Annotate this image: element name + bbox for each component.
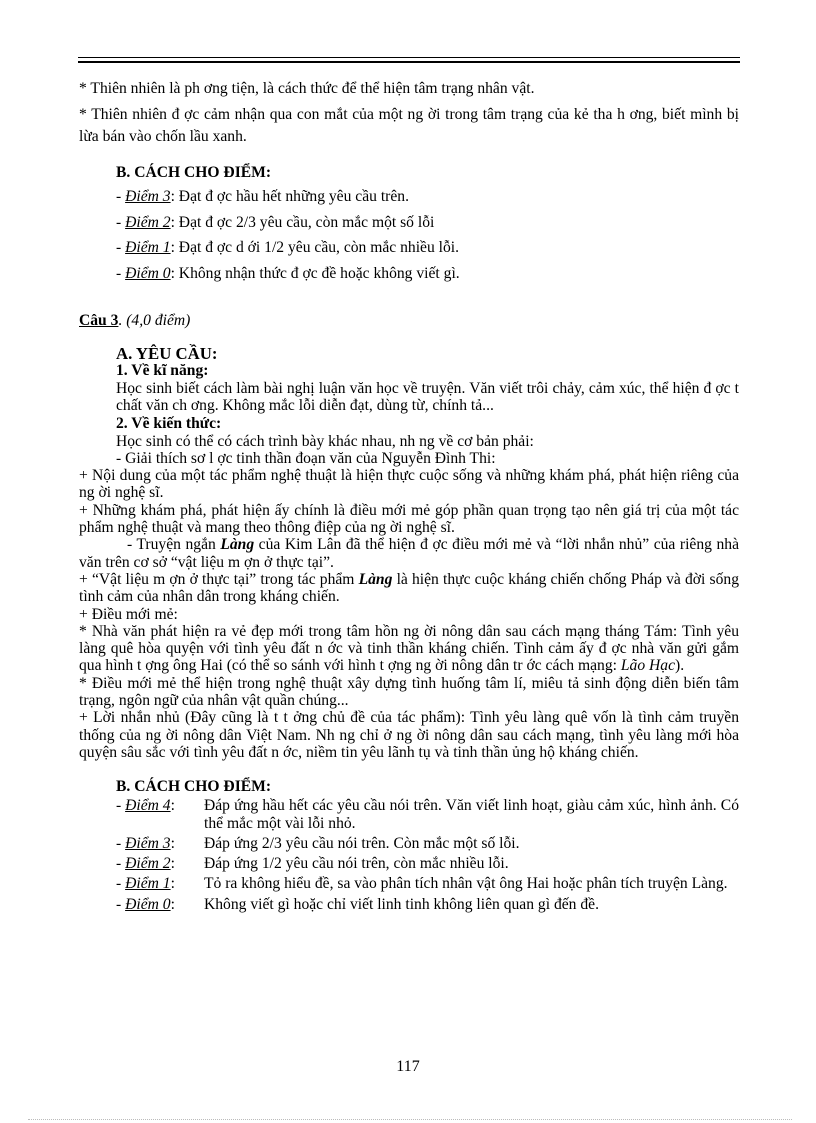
knowledge-point: + Nội dung của một tác phẩm nghệ thuật là hiện thực cuộc sống và những khám phá, phát hiện riêng của ng ời nghệ sĩ. (79, 467, 739, 502)
header-rule-thick (78, 61, 740, 63)
intro-line-1: * Thiên nhiên là ph ơng tiện, là cách thức để thể hiện tâm trạng nhân vật. (79, 80, 535, 97)
knowledge-intro: Học sinh có thể có cách trình bày khác nhau, nh ng về cơ bản phải: (116, 432, 534, 450)
skills-heading: 1. Về kĩ năng: (116, 362, 209, 379)
score-item: - Điểm 4: Đáp ứng hầu hết các yêu cầu nói trên. Văn viết linh hoạt, giàu cảm xúc, hình ảnh. Có thể mắc một vài lỗi nhỏ. (116, 797, 739, 832)
score-item: - Điểm 1: Đạt đ ợc d ới 1/2 yêu cầu, còn mắc nhiều lỗi. (116, 239, 460, 256)
section-b1-title: B. CÁCH CHO ĐIỂM: (116, 164, 272, 181)
footer-rule (28, 1119, 792, 1120)
knowledge-point: + Điều mới mẻ: (79, 605, 178, 623)
knowledge-point: * Điều mới mẻ thể hiện trong nghệ thuật xây dựng tình huống tâm lí, miêu tả sinh động diễn biến tâm trạng, ngôn ngữ của nhân vật quần chúng... (79, 674, 739, 710)
score-item: - Điểm 2: Đạt đ ợc 2/3 yêu cầu, còn mắc một số lỗi (116, 213, 435, 231)
knowledge-point: - Truyện ngắn Làng của Kim Lân đã thể hiện đ ợc điều mới mẻ và “lời nhắn nhủ” của riêng nhà văn trên cơ sở “vật liệu m ợn ở thực tại”. (79, 536, 739, 571)
section-b2-title: B. CÁCH CHO ĐIỂM: (116, 778, 272, 796)
knowledge-point: * Nhà văn phát hiện ra vẻ đẹp mới trong tâm hồn ng ời nông dân sau cách mạng tháng Tám: Tình yêu làng quê hòa quyện với tình yêu đất n ớc và tinh thần kháng chiến. Tình cảm ấy đ ợc nhà văn gửi gắm qua hình t ợng ông Hai (có thể so sánh với hình t ợng ng ời nông dân tr ớc cách mạng: Lão Hạc). (79, 622, 739, 675)
intro-line-2: * Thiên nhiên đ ợc cảm nhận qua con mắt của một ng ời trong tâm trạng của kẻ tha h ơng, biết mình bị lừa bán vào chốn lầu xanh. (79, 106, 739, 145)
knowledge-point: + Những khám phá, phát hiện ấy chính là điều mới mẻ góp phần quan trọng tạo nên giá trị của một tác phẩm nghệ thuật và mang theo thông điệp của ng ời nghệ sĩ. (79, 501, 739, 537)
score-item: - Điểm 1: Tỏ ra không hiểu đề, sa vào phân tích nhân vật ông Hai hoặc phân tích truyện Làng. (116, 875, 728, 893)
score-item: - Điểm 0: Không viết gì hoặc chỉ viết linh tinh không liên quan gì đến đề. (116, 895, 599, 913)
header-rule-thin (78, 57, 740, 58)
knowledge-point: - Giải thích sơ l ợc tinh thần đoạn văn của Nguyễn Đình Thi: (116, 449, 496, 467)
page-content (79, 78, 739, 913)
knowledge-point: + Lời nhắn nhủ (Đây cũng là t t ởng chủ đề của tác phẩm): Tình yêu làng quê vốn là tình cảm truyền thống của ng ời nông dân Việt Nam. Nh ng chỉ ở ng ời nông dân sau cách mạng, tình yêu làng mới hòa quyện sâu sắc với tình yêu đất n ớc, niềm tin yêu lãnh tụ và tinh thần ủng hộ kháng chiến. (79, 709, 739, 761)
section-b2-scores (79, 797, 739, 913)
question-heading: Câu 3. (4,0 điểm) (79, 312, 191, 329)
section-b1-scores (79, 184, 739, 286)
knowledge-heading: 2. Về kiến thức: (116, 414, 222, 432)
knowledge-point: + “Vật liệu m ợn ở thực tại” trong tác phẩm Làng là hiện thực cuộc kháng chiến chống Pháp và đời sống tình cảm của nhân dân trong kháng chiến. (79, 570, 739, 606)
score-item: - Điểm 2: Đáp ứng 1/2 yêu cầu nói trên, còn mắc nhiều lỗi. (116, 855, 509, 873)
score-item: - Điểm 0: Không nhận thức đ ợc đề hoặc không viết gì. (116, 264, 460, 282)
section-a-title: A. YÊU CẦU: (116, 344, 218, 363)
page-number: 117 (396, 1058, 420, 1075)
score-item: - Điểm 3: Đạt đ ợc hầu hết những yêu cầu trên. (116, 188, 409, 205)
skills-text: Học sinh biết cách làm bài nghị luận văn học về truyện. Văn viết trôi chảy, cảm xúc, thể hiện đ ợc t chất văn ch ơng. Không mắc lỗi diễn đạt, dùng từ, chính tả... (116, 380, 739, 415)
score-item: - Điểm 3: Đáp ứng 2/3 yêu cầu nói trên. Còn mắc một số lỗi. (116, 834, 520, 852)
